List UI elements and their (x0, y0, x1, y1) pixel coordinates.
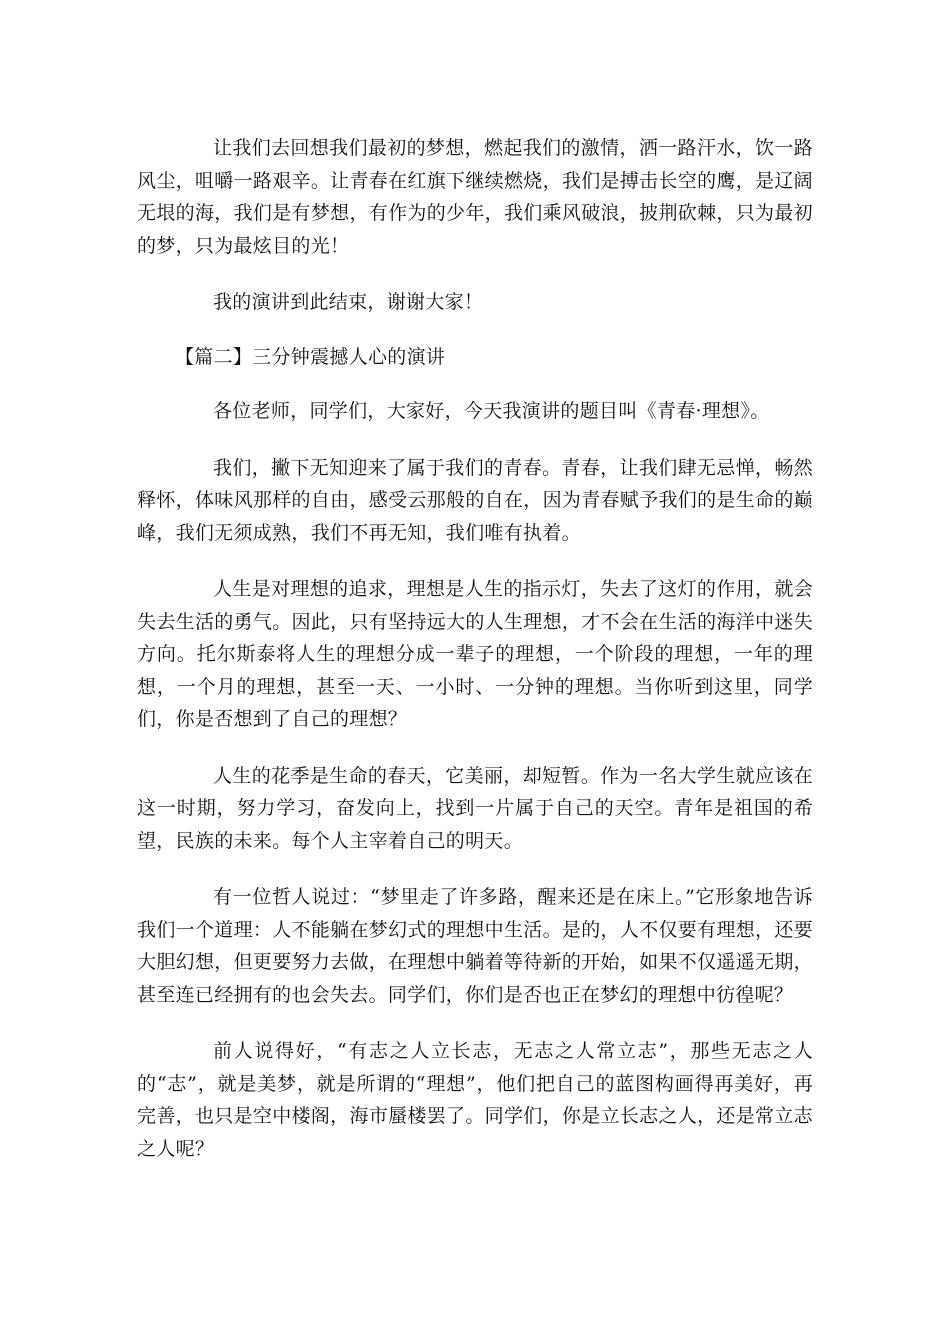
paragraph: 人生的花季是生命的春天，它美丽，却短暂。作为一名大学生就应该在这一时期，努力学习，奋发向上，找到一片属于自己的天空。青年是祖国的希望，民族的未来。每个人主宰着自己的明天。 (137, 764, 813, 852)
paragraph: 人生是对理想的追求，理想是人生的指示灯，失去了这灯的作用，就会失去生活的勇气。因此，只有坚持远大的人生理想，才不会在生活的海洋中迷失方向。托尔斯泰将人生的理想分成一辈子的理想，一个阶段的理想，一年的理想，一个月的理想，甚至一天、一小时、一分钟的理想。当你听到这里，同学们，你是否想到了自己的理想？ (137, 578, 813, 730)
document-body (137, 132, 813, 1165)
paragraph: 各位老师，同学们，大家好，今天我演讲的题目叫《青春·理想》。 (213, 400, 770, 422)
section-heading: 【篇二】三分钟震撼人心的演讲 (175, 345, 446, 368)
paragraph: 前人说得好，“有志之人立长志，无志之人常立志”，那些无志之人的“志”，就是美梦，就是所谓的“理想”，他们把自己的蓝图构画得再美好，再完善，也只是空中楼阁，海市蜃楼罢了。同学们，你是立长志之人，还是常立志之人呢？ (137, 1040, 813, 1160)
paragraph: 我们，撇下无知迎来了属于我们的青春。青春，让我们肆无忌惮，畅然释怀，体味风那样的自由，感受云那般的自在，因为青春赋予我们的是生命的巅峰，我们无须成熟，我们不再无知，我们唯有执着。 (137, 456, 813, 544)
paragraph: 让我们去回想我们最初的梦想，燃起我们的激情，洒一路汗水，饮一路风尘，咀嚼一路艰辛。让青春在红旗下继续燃烧，我们是搏击长空的鹰，是辽阔无垠的海，我们是有梦想，有作为的少年，我们乘风破浪，披荆砍棘，只为最初的梦，只为最炫目的光！ (137, 137, 813, 257)
paragraph: 我的演讲到此结束，谢谢大家！ (213, 291, 484, 313)
paragraph: 有一位哲人说过：“梦里走了许多路，醒来还是在床上。”它形象地告诉我们一个道理：人不能躺在梦幻式的理想中生活。是的，人不仅要有理想，还要大胆幻想，但更要努力去做，在理想中躺着等待新的开始，如果不仅遥遥无期，甚至连已经拥有的也会失去。同学们，你们是否也正在梦幻的理想中彷徨呢？ (137, 886, 813, 1006)
